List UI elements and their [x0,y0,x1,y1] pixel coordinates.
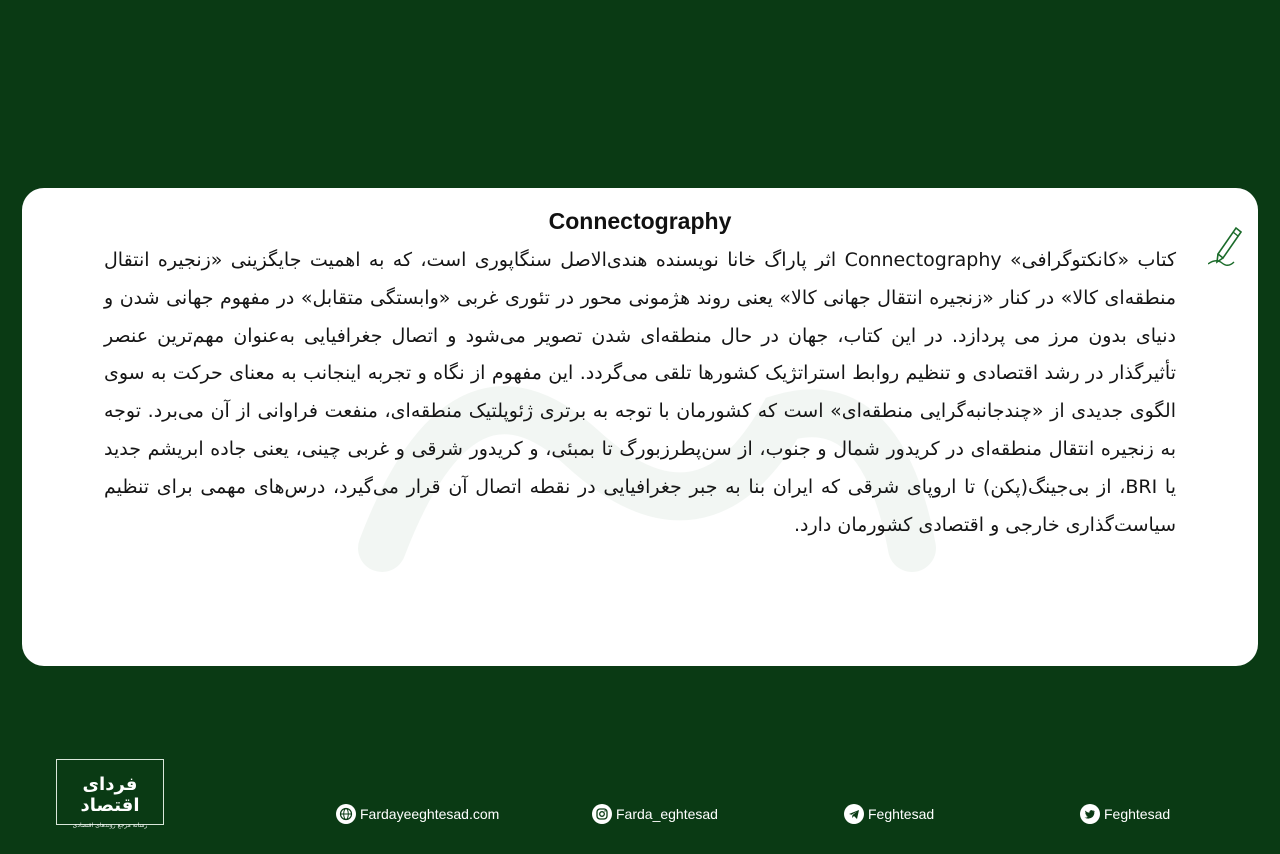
card-title: Connectography [548,208,732,234]
twitter-icon [1080,804,1100,824]
instagram-icon [592,804,612,824]
telegram-link[interactable] [844,803,934,825]
brand-logo[interactable] [56,759,164,829]
instagram-text: Farda_eghtesad [616,806,718,822]
body-paragraph: کتاب «کانکتوگرافی» Connectography اثر پاراگ خانا نویسنده هندی‌الاصل سنگاپوری است، که به اهمیت جایگزینی «زنجیره انتقال منطقه‌ای کالا» در کنار «زنجیره انتقال جهانی کالا» یعنی روند هژمونی محور در تئوری غربی «وابستگی متقابل» در مفهوم جهانی شدن و دنیای بدون مرز می پردازد. در این کتاب، جهان در حال منطقه‌ای شدن تصویر می‌شود و اتصال جغرافیایی به‌عنوان مهم‌ترین عنصر تأثیرگذار در رشد اقتصادی و تنظیم روابط استراتژیک کشورها تلقی می‌گردد. این مفهوم از نگاه و تجربه اینجانب به معنای حرکت به سوی الگوی جدیدی از «چندجانبه‌گرایی منطقه‌ای» است که کشورمان با توجه به برتری ژئوپلتیک منطقه‌ای، منفعت فراوانی از آن می‌برد. توجه به زنجیره انتقال منطقه‌ای در کریدور شمال و جنوب، از سن‌پطرزبورگ تا بمبئی، و کریدور شرقی و غربی چینی، یعنی جاده ابریشم جدید یا BRI، از بی‌جینگ(پکن) تا اروپای شرقی که ایران بنا به جبر جغرافیایی در نقطه اتصال آن قرار می‌گیرد، درس‌های مهمی برای تنظیم سیاست‌گذاری خارجی و اقتصادی کشورمان دارد. [104,249,1176,536]
globe-icon [336,804,356,824]
quote-card [22,188,1258,666]
website-link[interactable] [336,803,499,825]
website-text: Fardayeeghtesad.com [360,806,500,822]
telegram-text: Feghtesad [868,806,935,822]
logo-tagline: رسانه مرجع روندهای اقتصادی [72,822,148,829]
twitter-link[interactable] [1080,803,1170,825]
telegram-icon [844,804,864,824]
twitter-text: Feghtesad [1104,806,1171,822]
instagram-link[interactable] [592,803,718,825]
pen-icon [1208,222,1242,268]
logo-name: فردای اقتصاد [80,774,140,816]
